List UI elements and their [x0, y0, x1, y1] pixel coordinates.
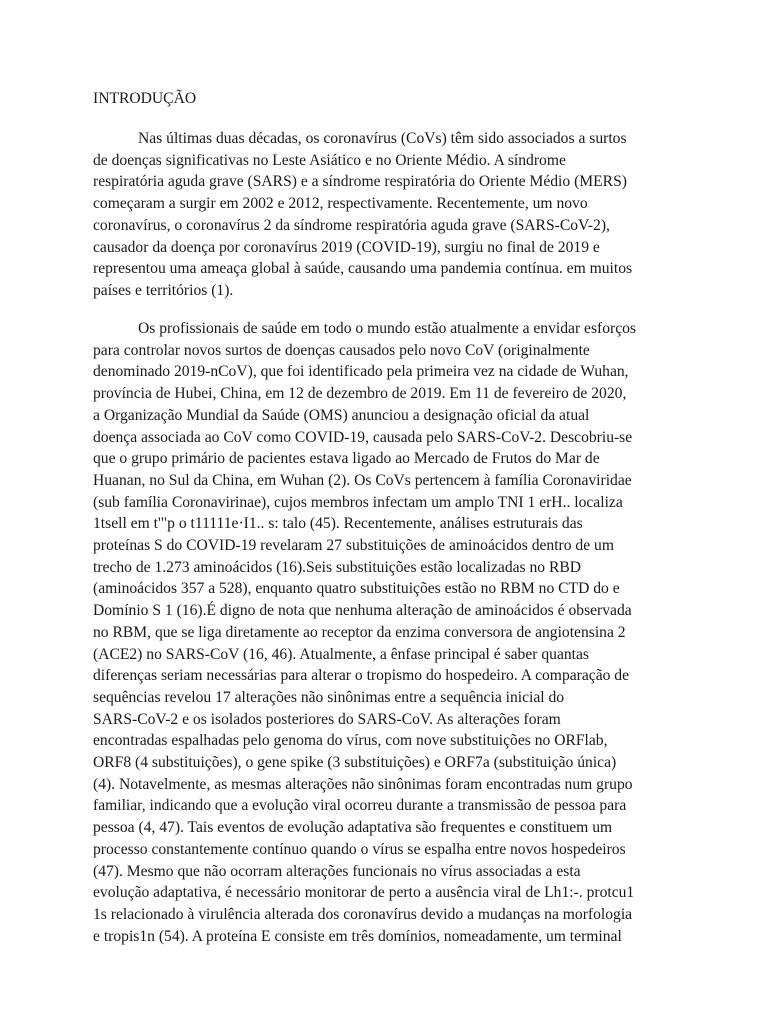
- text-line: coronavírus, o coronavírus 2 da síndrome respiratória aguda grave (SARS-CoV-2),: [93, 216, 610, 234]
- text-line: a Organização Mundial da Saúde (OMS) anunciou a designação oficial da atual: [93, 406, 590, 424]
- text-line: trecho de 1.273 aminoácidos (16).Seis substituições estão localizadas no RBD: [93, 558, 582, 576]
- text-line: representou uma ameaça global à saúde, causando uma pandemia contínua. em muitos: [93, 260, 633, 278]
- text-line: países e territórios (1).: [93, 281, 234, 299]
- text-line: familiar, indicando que a evolução viral ocorreu durante a transmissão de pessoa para: [93, 797, 627, 815]
- text-line: no RBM, que se liga diretamente ao receptor da enzima conversora de angiotensina 2: [93, 623, 626, 641]
- text-line: (aminoácidos 357 a 528), enquanto quatro substituições estão no RBM no CTD do e: [93, 580, 620, 598]
- text-line: processo constantemente contínuo quando o vírus se espalha entre novos hospedeiros: [93, 840, 626, 858]
- text-line: respiratória aguda grave (SARS) e a síndrome respiratória do Oriente Médio (MERS): [93, 173, 627, 191]
- text-line: sequências revelou 17 alterações não sinônimas entre a sequência inicial do: [93, 688, 565, 706]
- text-line: diferenças seriam necessárias para alterar o tropismo do hospedeiro. A comparação de: [93, 667, 630, 685]
- text-line: SARS-CoV-2 e os isolados posteriores do SARS-CoV. As alterações foram: [93, 710, 561, 728]
- text-line: evolução adaptativa, é necessário monitorar de perto a ausência viral de Lh1:-. protcu1: [93, 884, 635, 902]
- text-line: causador da doença por coronavírus 2019 (COVID-19), surgiu no final de 2019 e: [93, 238, 600, 256]
- text-line: de doenças significativas no Leste Asiático e no Oriente Médio. A síndrome: [93, 151, 566, 169]
- text-line: e tropis1n (54). A proteína E consiste em três domínios, nomeadamente, um terminal: [93, 927, 622, 945]
- text-line: proteínas S do COVID-19 revelaram 27 substituições de aminoácidos dentro de um: [93, 537, 614, 555]
- paragraph-2: [93, 318, 683, 947]
- text-line: Nas últimas duas décadas, os coronavírus (CoVs) têm sido associados a surtos: [138, 130, 627, 147]
- text-line: que o grupo primário de pacientes estava ligado ao Mercado de Frutos do Mar de: [93, 450, 600, 468]
- text-line: Domínio S 1 (16).É digno de nota que nenhuma alteração de aminoácidos é observada: [93, 602, 632, 620]
- section-heading: INTRODUÇÃO: [93, 90, 197, 107]
- text-line: para controlar novos surtos de doenças causados pelo novo CoV (originalmente: [93, 341, 590, 359]
- text-line: (ACE2) no SARS-CoV (16, 46). Atualmente, a ênfase principal é saber quantas: [93, 645, 589, 663]
- paragraph-1: [93, 128, 683, 302]
- text-line: (sub família Coronavirinae), cujos membros infectam um amplo TNI 1 erH.. localiza: [93, 493, 623, 511]
- text-line: Huanan, no Sul da China, em Wuhan (2). Os CoVs pertencem à família Coronaviridae: [93, 471, 632, 489]
- text-line: começaram a surgir em 2002 e 2012, respectivamente. Recentemente, um novo: [93, 195, 588, 213]
- text-line: província de Hubei, China, em 12 de dezembro de 2019. Em 11 de fevereiro de 2020,: [93, 385, 627, 403]
- text-line: encontradas espalhadas pelo genoma do vírus, com nove substituições no ORFlab,: [93, 732, 608, 750]
- text-line: 1s relacionado à virulência alterada dos coronavírus devido a mudanças na morfologia: [93, 905, 633, 923]
- text-line: Os profissionais de saúde em todo o mundo estão atualmente a envidar esforços: [138, 320, 637, 337]
- text-line: ORF8 (4 substituições), o gene spike (3 substituições) e ORF7a (substituição única): [93, 754, 617, 772]
- text-line: pessoa (4, 47). Tais eventos de evolução adaptativa são frequentes e constituem um: [93, 819, 613, 837]
- text-line: (4). Notavelmente, as mesmas alterações não sinônimas foram encontradas num grupo: [93, 775, 633, 793]
- text-line: denominado 2019-nCoV), que foi identificado pela primeira vez na cidade de Wuhan,: [93, 363, 629, 381]
- text-line: doença associada ao CoV como COVID-19, causada pelo SARS-CoV-2. Descobriu-se: [93, 428, 633, 446]
- text-line: (47). Mesmo que não ocorram alterações funcionais no vírus associadas a esta: [93, 862, 581, 880]
- text-line: 1tsell em t'"p o t11111e·I1.. s: talo (45). Recentemente, análises estruturais das: [93, 515, 583, 533]
